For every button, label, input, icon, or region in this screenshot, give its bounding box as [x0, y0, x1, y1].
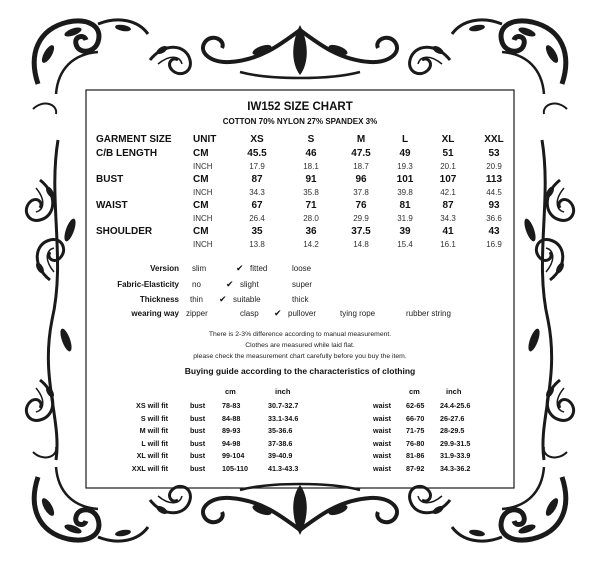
guide-waist-label: waist [373, 426, 391, 436]
guide-waist-cm: 81-86 [406, 451, 425, 461]
unit-header: UNIT [193, 134, 217, 145]
guide-waist-label: waist [373, 464, 391, 473]
garment-size-header: GARMENT SIZE [96, 134, 172, 145]
inch-value-waist-m: 29.9 [353, 214, 369, 223]
cm-value-shoulder-s: 36 [305, 226, 317, 237]
attr-option-thickness-2: thick [292, 295, 309, 304]
cm-value-shoulder-xl: 41 [442, 226, 454, 237]
guide-bust-cm: 89-93 [222, 426, 241, 436]
attr-label-wearing-way: wearing way [131, 309, 179, 318]
note-measurement-diff: There is 2-3% difference according to manual measurement. [208, 331, 392, 338]
inch-value-shoulder-l: 15.4 [397, 240, 413, 249]
inch-value-cb-length-s: 18.1 [303, 162, 319, 171]
attr-option-wearing-way-3: tying rope [340, 309, 376, 318]
inch-value-waist-l: 31.9 [397, 214, 413, 223]
guide-bust-label: bust [190, 438, 206, 448]
cm-value-shoulder-l: 39 [399, 226, 411, 237]
guide-waist-label: waist [373, 401, 391, 410]
guide-waist-inch: 28-29.5 [440, 426, 465, 436]
unit-cm-cb-length: CM [193, 148, 209, 159]
inch-value-waist-xxl: 36.6 [486, 214, 502, 223]
guide-bust-inch: 37-38.6 [268, 438, 293, 448]
inch-value-shoulder-m: 14.8 [353, 240, 369, 249]
cm-value-waist-s: 71 [305, 200, 317, 211]
cm-value-waist-xxl: 93 [488, 200, 500, 211]
unit-inch-cb-length: INCH [193, 162, 213, 171]
guide-bust-cm: 99-104 [222, 451, 245, 461]
unit-inch-shoulder: INCH [193, 240, 213, 249]
cm-value-bust-l: 101 [396, 174, 414, 185]
attr-label-version: Version [150, 264, 179, 273]
size-header-xs: XS [250, 134, 264, 145]
guide-waist-cm-header: cm [409, 387, 420, 396]
size-header-s: S [307, 134, 315, 145]
attr-option-fabric-elasticity-2: super [292, 280, 313, 289]
cm-value-shoulder-xxl: 43 [488, 226, 500, 237]
guide-bust-cm: 105-110 [222, 464, 248, 473]
row-label-shoulder: SHOULDER [96, 226, 153, 237]
checkmark-icon: ✔ [219, 294, 227, 304]
cm-value-cb-length-s: 46 [305, 148, 317, 159]
guide-waist-cm: 76-80 [406, 438, 425, 448]
unit-cm-bust: CM [193, 174, 209, 185]
row-label-waist: WAIST [96, 200, 128, 211]
cm-value-bust-xxl: 113 [485, 174, 503, 185]
cm-value-cb-length-xl: 51 [442, 148, 454, 159]
cm-value-bust-m: 96 [355, 174, 367, 185]
attr-option-fabric-elasticity-0: no [192, 280, 201, 289]
guide-bust-cm-header: cm [225, 387, 236, 396]
cm-value-bust-s: 91 [305, 174, 317, 185]
guide-fit: L will fit [141, 438, 168, 448]
note-laid-flat: Clothes are measured while laid flat. [245, 342, 355, 349]
attr-option-wearing-way-4: rubber string [406, 309, 451, 318]
checkmark-icon: ✔ [274, 308, 282, 318]
guide-bust-inch: 41.3-43.3 [268, 464, 299, 473]
guide-bust-inch: 30.7-32.7 [268, 401, 299, 410]
inch-value-bust-xl: 42.1 [440, 188, 456, 197]
unit-cm-shoulder: CM [193, 226, 209, 237]
guide-waist-inch-header: inch [446, 387, 462, 396]
guide-waist-inch: 24.4-25.6 [440, 401, 471, 410]
cm-value-shoulder-xs: 35 [251, 226, 263, 237]
guide-fit: XXL will fit [131, 464, 168, 473]
attr-option-version-1: fitted [250, 264, 268, 273]
attr-label-fabric-elasticity: Fabric-Elasticity [117, 280, 179, 289]
cm-value-shoulder-m: 37.5 [351, 226, 371, 237]
unit-inch-waist: INCH [193, 214, 213, 223]
inch-value-shoulder-s: 14.2 [303, 240, 319, 249]
inch-value-waist-xs: 26.4 [249, 214, 265, 223]
material-composition: COTTON 70% NYLON 27% SPANDEX 3% [222, 117, 378, 126]
inch-value-cb-length-l: 19.3 [397, 162, 413, 171]
cm-value-cb-length-xxl: 53 [488, 148, 500, 159]
guide-waist-inch: 34.3-36.2 [440, 464, 471, 473]
guide-bust-label: bust [190, 426, 206, 436]
inch-value-cb-length-xxl: 20.9 [486, 162, 502, 171]
inch-value-waist-s: 28.0 [303, 214, 319, 223]
inch-value-bust-xxl: 44.5 [486, 188, 502, 197]
size-header-xl: XL [441, 134, 455, 145]
size-header-xxl: XXL [484, 134, 504, 145]
guide-bust-label: bust [190, 413, 206, 423]
row-label-cb-length: C/B LENGTH [96, 148, 158, 159]
guide-bust-cm: 84-88 [222, 413, 241, 423]
cm-value-cb-length-m: 47.5 [351, 148, 371, 159]
cm-value-waist-m: 76 [355, 200, 367, 211]
guide-waist-inch: 29.9-31.5 [440, 438, 471, 448]
guide-bust-label: bust [190, 464, 206, 473]
attr-option-wearing-way-1: clasp [240, 309, 259, 318]
inch-value-bust-l: 39.8 [397, 188, 413, 197]
guide-waist-label: waist [373, 438, 391, 448]
inch-value-waist-xl: 34.3 [440, 214, 456, 223]
inch-value-cb-length-xl: 20.1 [440, 162, 456, 171]
buying-guide-title: Buying guide according to the characteristics of clothing [184, 366, 416, 376]
inch-value-bust-s: 35.8 [303, 188, 319, 197]
cm-value-waist-xl: 87 [442, 200, 454, 211]
cm-value-bust-xl: 107 [439, 174, 457, 185]
cm-value-bust-xs: 87 [251, 174, 263, 185]
inch-value-shoulder-xl: 16.1 [440, 240, 456, 249]
guide-fit: XS will fit [136, 401, 168, 410]
note-check-chart: please check the measurement chart carefully before you buy the item. [193, 353, 407, 360]
guide-waist-cm: 87-92 [406, 464, 425, 473]
guide-waist-cm: 71-75 [406, 426, 425, 436]
guide-bust-cm: 94-98 [222, 438, 241, 448]
guide-fit: S will fit [140, 413, 168, 423]
checkmark-icon: ✔ [226, 279, 234, 289]
guide-bust-label: bust [190, 451, 206, 461]
attr-label-thickness: Thickness [139, 295, 179, 304]
guide-fit: M will fit [139, 426, 168, 436]
attr-option-version-2: loose [292, 264, 312, 273]
guide-waist-cm: 66-70 [406, 413, 425, 423]
cm-value-waist-l: 81 [399, 200, 411, 211]
inch-value-shoulder-xxl: 16.9 [486, 240, 502, 249]
size-header-m: M [356, 134, 366, 145]
guide-waist-inch: 31.9-33.9 [440, 451, 471, 461]
guide-bust-inch: 33.1-34.6 [268, 413, 299, 423]
inch-value-cb-length-xs: 17.9 [249, 162, 265, 171]
checkmark-icon: ✔ [236, 263, 244, 273]
chart-title: IW152 SIZE CHART [247, 101, 353, 113]
guide-waist-label: waist [373, 451, 391, 461]
guide-waist-cm: 62-65 [406, 401, 425, 410]
unit-inch-bust: INCH [193, 188, 213, 197]
attr-option-wearing-way-0: zipper [186, 309, 208, 318]
attr-option-wearing-way-2: pullover [288, 309, 317, 318]
guide-fit: XL will fit [136, 451, 168, 461]
row-label-bust: BUST [96, 174, 124, 185]
inch-value-bust-xs: 34.3 [249, 188, 265, 197]
unit-cm-waist: CM [193, 200, 209, 211]
guide-bust-label: bust [190, 401, 206, 410]
attr-option-thickness-1: suitable [233, 295, 261, 304]
cm-value-cb-length-l: 49 [399, 148, 411, 159]
size-header-l: L [401, 134, 409, 145]
attr-option-fabric-elasticity-1: slight [240, 280, 259, 289]
inch-value-bust-m: 37.8 [353, 188, 369, 197]
guide-bust-cm: 78-83 [222, 401, 241, 410]
inch-value-cb-length-m: 18.7 [353, 162, 369, 171]
guide-bust-inch: 35-36.6 [268, 426, 293, 436]
cm-value-cb-length-xs: 45.5 [247, 148, 267, 159]
attr-option-thickness-0: thin [190, 295, 203, 304]
inch-value-shoulder-xs: 13.8 [249, 240, 265, 249]
attr-option-version-0: slim [192, 264, 207, 273]
guide-waist-label: waist [373, 413, 391, 423]
cm-value-waist-xs: 67 [251, 200, 263, 211]
guide-waist-inch: 26-27.6 [440, 413, 465, 423]
guide-bust-inch: 39-40.9 [268, 451, 293, 461]
guide-bust-inch-header: inch [275, 387, 291, 396]
